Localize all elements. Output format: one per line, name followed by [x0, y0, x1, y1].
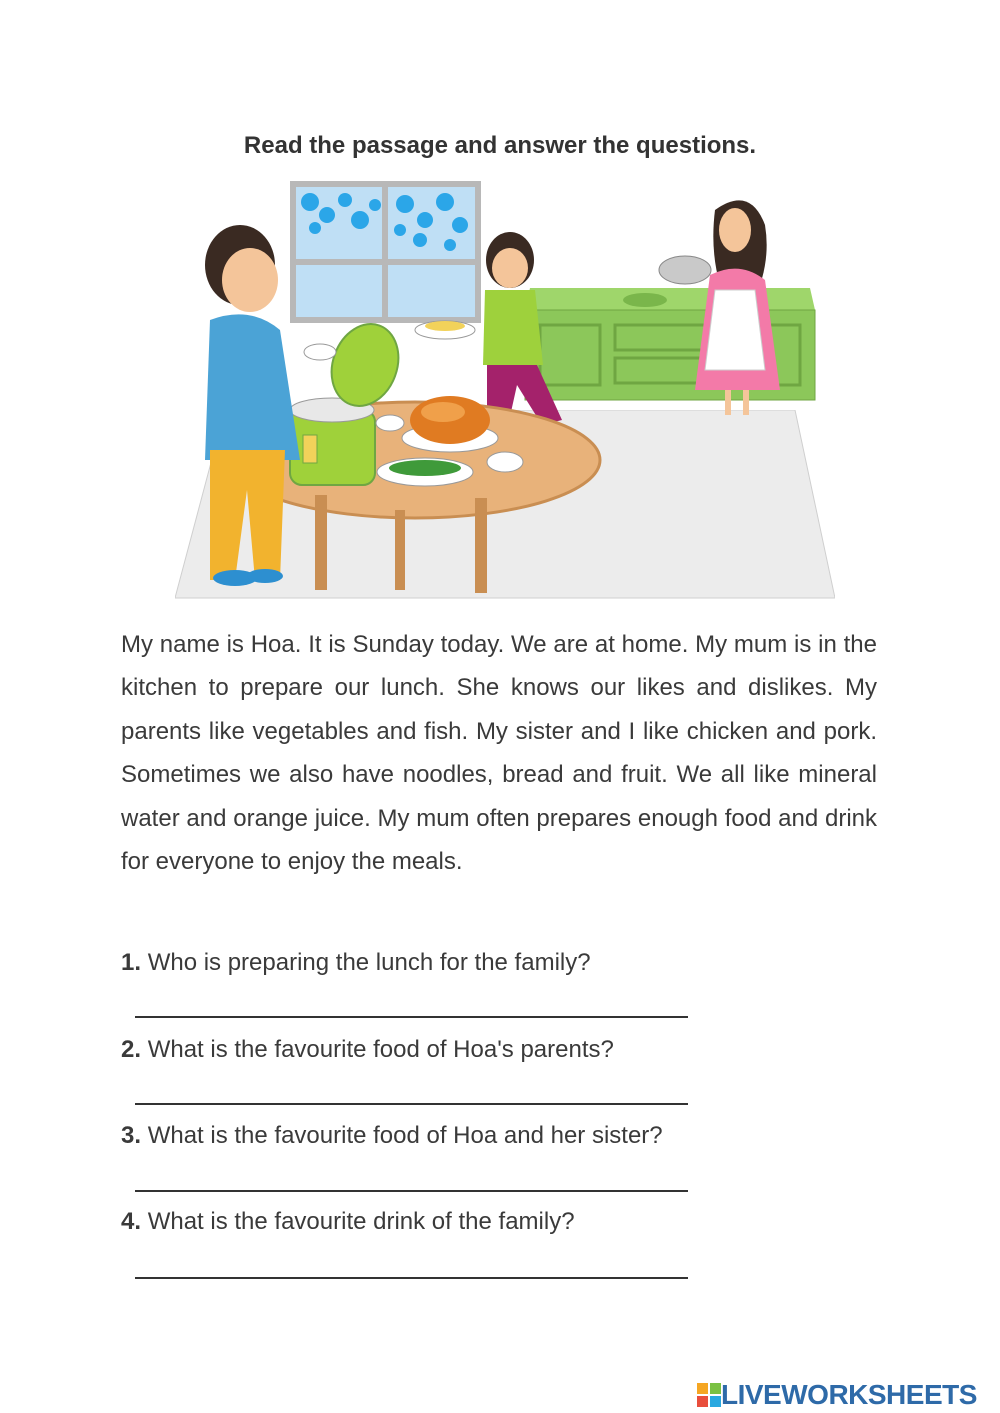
liveworksheets-logo[interactable] — [697, 1380, 977, 1410]
family-kitchen-illustration — [175, 180, 835, 600]
question-3 — [121, 1122, 881, 1150]
question-number: 1. — [121, 949, 142, 976]
question-number: 3. — [121, 1122, 142, 1149]
liveworksheets-logo-icon — [697, 1383, 721, 1407]
answer-4-line[interactable] — [135, 1277, 688, 1279]
question-number: 4. — [121, 1208, 142, 1235]
answer-2-line[interactable] — [135, 1103, 688, 1105]
window-icon — [293, 184, 478, 320]
reading-passage: My name is Hoa. It is Sunday today. We are at home. My mum is in the kitchen to prepare our lunch. She knows our likes and dislikes. My parents like vegetables and fish. My sister and I like chicken and pork. Sometimes we also have noodles, bread and fruit. We all like mineral water and orange juice. My mum often prepares enough food and drink for everyone to enjoy the meals. — [121, 631, 877, 876]
answer-3-line[interactable] — [135, 1190, 688, 1192]
logo-text: LIVEWORKSHEETS — [721, 1379, 977, 1410]
question-text: Who is preparing the lunch for the family? — [147, 949, 591, 976]
question-text: What is the favourite food of Hoa and her sister? — [147, 1122, 663, 1149]
question-text: What is the favourite food of Hoa's parents? — [147, 1036, 614, 1063]
question-1 — [121, 949, 881, 977]
question-2 — [121, 1036, 881, 1064]
question-4 — [121, 1208, 881, 1236]
answer-1-line[interactable] — [135, 1016, 688, 1018]
question-text: What is the favourite drink of the family? — [147, 1208, 575, 1235]
vegetable-plate-icon — [377, 458, 473, 486]
question-number: 2. — [121, 1036, 142, 1063]
worksheet-title: Read the passage and answer the questions. — [243, 132, 757, 159]
